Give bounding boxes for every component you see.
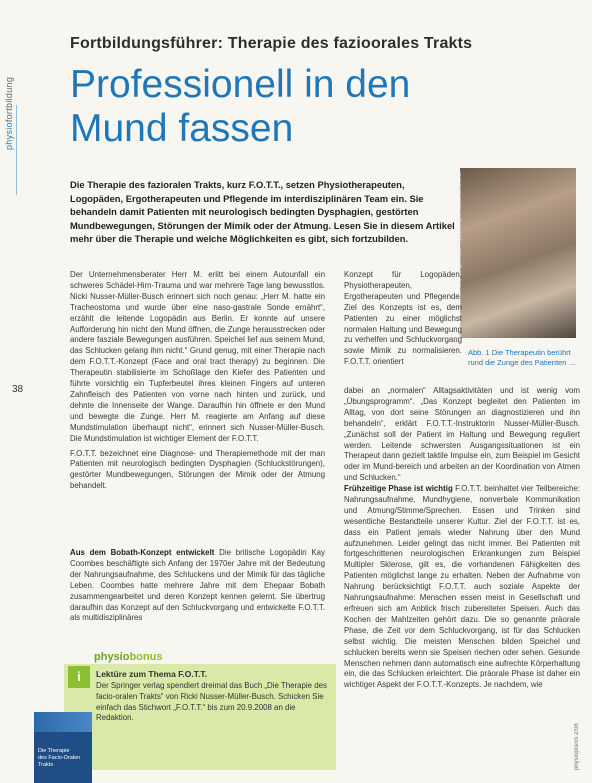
body-column-1 (70, 270, 325, 540)
intro-paragraph: Die Therapie des fazioralen Trakts, kurz F.O.T.T., setzen Physiotherapeuten, Logopäden, Ergotherapeuten und Pflegende im interdisziplinären Team ein. Sie behandeln damit Patienten mit neurologisch bedingten Dysphagien, gestörten Mundbewegungen, Störungen der Mimik oder der Atmung. Lesen Sie in diesem Artikel mehr über die Therapie und welche Möglichkeiten es gibt, sich fortzubilden. (70, 179, 455, 245)
kicker-heading: Fortbildungsführer: Therapie des fazioorales Trakts (70, 35, 473, 52)
subheading: Frühzeitige Phase ist wichtig (344, 484, 453, 493)
subheading: Aus dem Bobath-Konzept entwickelt (70, 548, 215, 557)
body-paragraph: F.O.T.T. bezeichnet eine Diagnose- und Therapiemethode mit der man Patienten mit neurologisch bedingten Dysphagien (Schluckstörungen), gestörter Mundbewegungen, Störungen der Mimik oder der Atmung behandelt. (70, 448, 325, 491)
book-cover-stripe (34, 712, 92, 732)
body-column-1-lower (70, 548, 325, 642)
article-title: Professionell in den Mund fassen (70, 63, 411, 150)
body-column-2 (344, 270, 462, 384)
body-paragraph: Konzept für Logopäden, Physiotherapeuten, Ergotherapeuten und Pflegende. Ziel des Konzepts ist es, dem Patienten zu einer möglichst normalen Haltung und Bewegung zu verhelfen und Schluckvorgang sowie Mimik zu normalisieren. F.O.T.T. orientiert (344, 270, 462, 367)
section-rule (16, 105, 17, 195)
body-paragraph: F.O.T.T. beinhaltet vier Teilbereiche: Nahrungsaufnahme, Mundhygiene, nonverbale Kommunikation und Atmung/Stimme/Sprechen. Essen und Trinken sind wesentliche Bestandteile unserer Kultur. Ziel der F.O.T.T. ist es, dass ein Patient jemals wieder Nahrung über den Mund aufzunehmen. Leider gelingt das nicht immer. Bei Patienten mit fortgeschrittenen neurologischen Erkrankungen zum Beispiel Multipler Sklerose, gilt es, die vorhandenen Fähigkeiten des Patienten möglichst lange zu erhalten. Neben der Aufnahme von Nahrung berücksichtigt F.O.T.T. auch soziale Aspekte der Nahrungsaufnahme: Menschen essen meist in Gesellschaft und erfreuen sich am Anblick frisch zubereiteter Speisen. Auch das Kochen der Mahlzeiten gehört dazu. Die so genannte präorale Phase, die Zeit vor dem Schluckvorgang, ist für das Schlucken selbst wichtig. Die meisten Menschen bilden Speichel und schlucken bereits wenn sie Speisen riechen oder sehen. Gesunde Menschen nehmen dann automatisch eine aufrechte Körperhaltung ein, die das Schlucken erleichtert. Die präorale Phase ist daher ein wichtiger Aspekt der F.O.T.T.-Konzepts. Je nachdem, wie (344, 484, 580, 690)
info-icon: i (68, 666, 90, 688)
section-label: physiofortbildung (4, 76, 14, 150)
photo-caption: Abb. 1 Die Therapeutin berührt rund die Zunge des Patienten … (468, 348, 576, 367)
book-title: Die Therapie des Facio-Oralen Trakts (38, 748, 81, 768)
bonus-label: physiobonus (94, 651, 163, 663)
page-number: 38 (12, 384, 24, 395)
bonus-title: Lektüre zum Thema F.O.T.T. (96, 669, 207, 679)
article-photo (460, 168, 576, 338)
body-column-2-wide (344, 386, 580, 482)
body-column-2-lower (344, 484, 580, 769)
body-paragraph: Der Unternehmensberater Herr M. erlitt bei einem Autounfall ein schweres Schädel-Hirn-Trauma und war mehrere Tage lang bewusstlos. Nicki Nusser-Müller-Busch erinnert sich noch genau: „Herr M. hatte ein Tracheostoma und wurde über eine naso-gastrale Sonde ernährt“, erzählt die leitende Logopädin aus Berlin. Er konnte auf unsere Aufforderung hin nicht den Mund öffnen, die Zunge herausstrecken oder andere fasziale Bewegungen ausführen. Speichel lief aus seinem Mund, das Schlucken gelang ihm nicht.“ Grund genug, mit einer Therapie nach dem F.O.T.T.-Konzept (Face and oral tract therapy) zu beginnen. Die Therapeutin stabilisierte im Schoßlage den Kiefer des Patienten und führte vorsichtig ein Tupferbeutel ihres kleinen Fingers auf unteren Zahnfleisch des Patienten von vorne nach hinten und zurück, und dehnte die Innenseite der Wange. Daraufhin hin öffnete er den Mund und bewegte die Zunge. Herr M. reagierte am Anfang auf diese Mundstimulation überhaupt nicht“, erinnert sich Nusser-Müller-Busch. Die Mundstimulation ist wichtiger Element der F.O.T.T. (70, 270, 325, 443)
body-paragraph: dabei an „normalen“ Alltagsaktivitäten und ist wenig vom „Übungsprogramm“. „Das Konzept begleitet den Patienten im Alltag, von dort seine Störungen an diagnostizieren und ihn behandeln“, erklärt F.O.T.T.-Instruktorin Nusser-Müller-Busch. „Zunächst soll der Patient im Haltung und Bewegung reguliert werden. Leitende schwersten Ausgangssituationen ist ein Therapeut dann gezielt taktile Impulse ein, zum Beispiel im Gesicht oder im Mund-bereich und arbeiten an der Koordination von Atmen und Schlucken.“ (344, 386, 580, 482)
issue-label: physiopraxis 2/08 (574, 723, 580, 770)
body-paragraph: Die britische Logopädin Kay Coombes beschäftigte sich Anfang der 1970er Jahre mit der Bedeutung der Nahrungsaufnahme, des Schluckens und der Mimik für das tägliche Leben. Coombes hatte mehrere Jahre mit dem Ehepaar Bobath zusammengearbeitet und deren Konzept kennen gelernt. Sie übertrug daraufhin das Konzept auf den Schluckvorgang und entwickelte F.O.T.T. als multidisziplinäres (70, 548, 325, 623)
photo-credit: Abb. 1: Sabine Müller, Ausbildungsinstitut Physiotherapie, Zustandsmenü.de (457, 171, 463, 340)
bonus-text: Der Springer verlag spendiert dreimal das Buch „Die Therapie des facio-oralen Trakts“ von Ricki Nusser-Müller-Busch. Schicken Sie einfach das Stichwort „F.O.T.T.“ bis zum 20.9.2008 an die Redaktion. (96, 681, 327, 723)
